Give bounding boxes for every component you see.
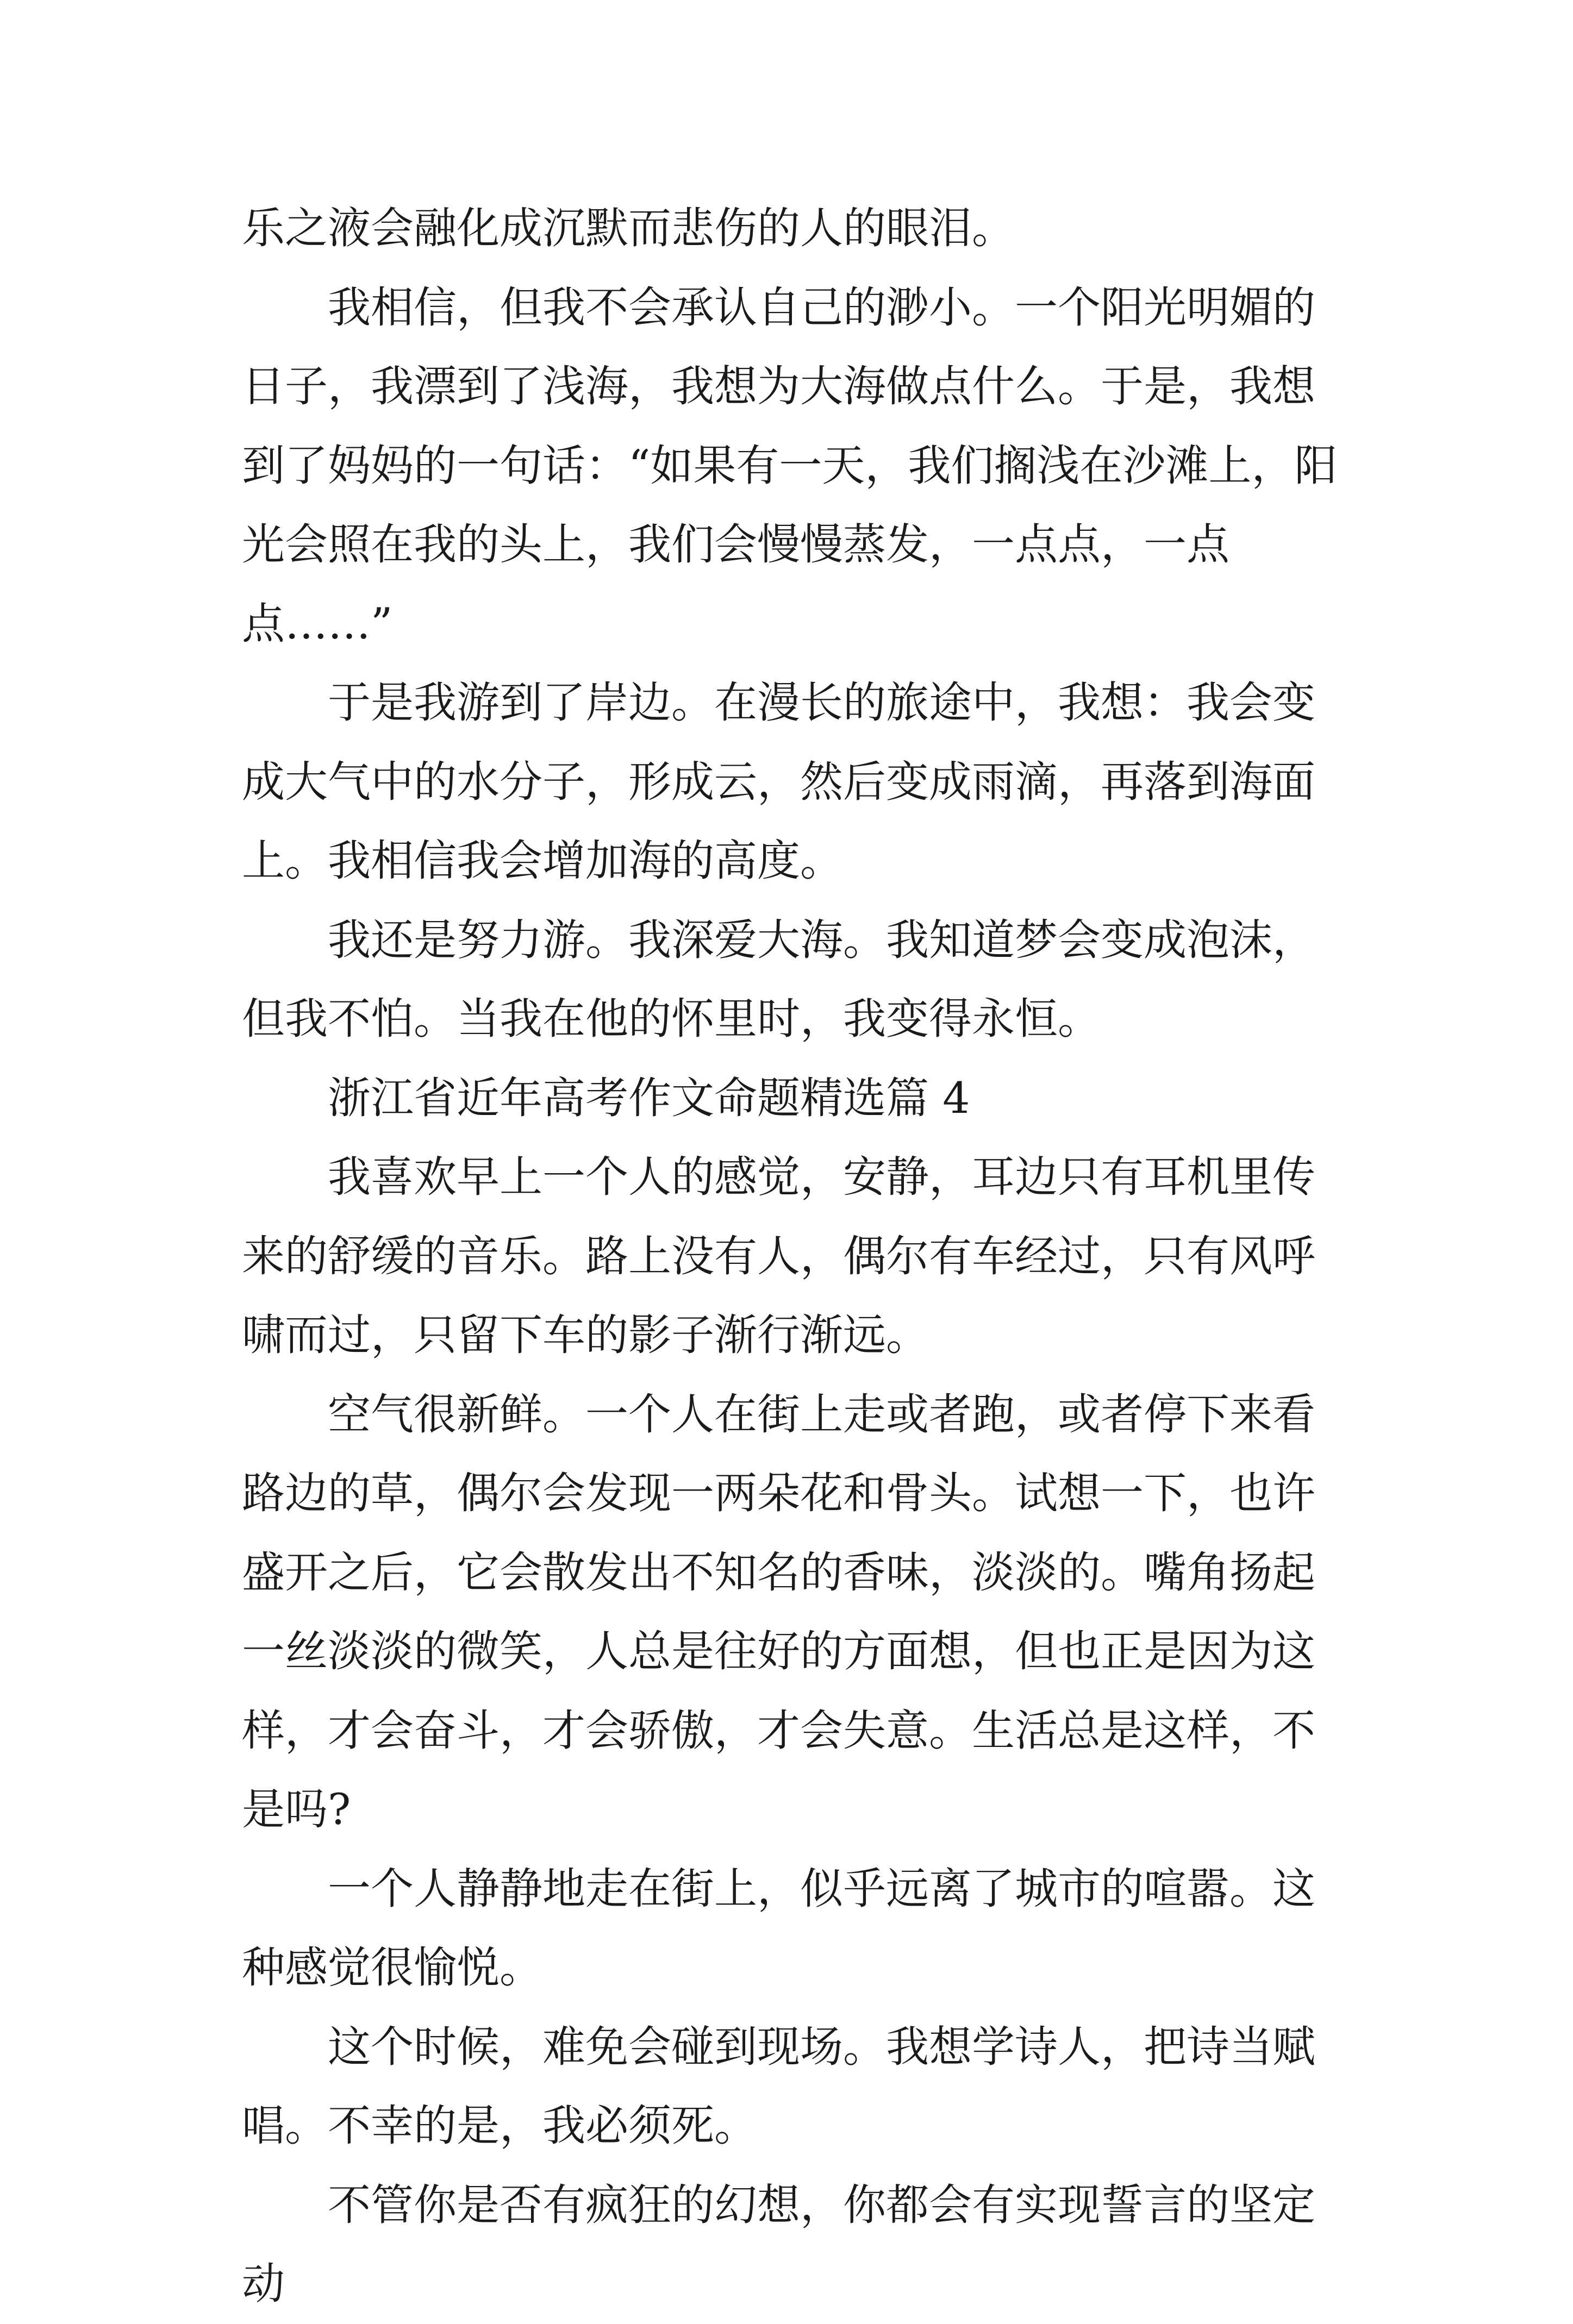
paragraph: 我相信，但我不会承认自己的渺小。一个阳光明媚的日子，我漂到了浅海，我想为大海做点什么。于是，我想到了妈妈的一句话：“如果有一天，我们搁浅在沙滩上，阳光会照在我的头上，我们会慢慢蒸发，一点点，一点点……”: [242, 282, 1338, 649]
paragraph: 于是我游到了岸边。在漫长的旅途中，我想：我会变成大气中的水分子，形成云，然后变成雨滴，再落到海面上。我相信我会增加海的高度。: [242, 678, 1315, 886]
paragraph: 一个人静静地走在街上，似乎远离了城市的喧嚣。这种感觉很愉悦。: [242, 1863, 1315, 1993]
paragraph: 这个时候，难免会碰到现场。我想学诗人，把诗当赋唱。不幸的是，我必须死。: [242, 2021, 1315, 2151]
paragraph: 乐之液会融化成沉默而悲伤的人的眼泪。: [242, 203, 1015, 253]
document-body: [242, 189, 1345, 2324]
paragraph: 不管你是否有疯狂的幻想，你都会有实现誓言的坚定动: [242, 2179, 1315, 2309]
paragraph: 我还是努力游。我深爱大海。我知道梦会变成泡沫，但我不怕。当我在他的怀里时，我变得永恒。: [242, 914, 1315, 1044]
section-heading: 浙江省近年高考作文命题精选篇 4: [328, 1073, 970, 1123]
paragraph: 我喜欢早上一个人的感觉，安静，耳边只有耳机里传来的舒缓的音乐。路上没有人，偶尔有车经过，只有风呼啸而过，只留下车的影子渐行渐远。: [242, 1152, 1315, 1360]
paragraph: 空气很新鲜。一个人在街上走或者跑，或者停下来看路边的草，偶尔会发现一两朵花和骨头。试想一下，也许盛开之后，它会散发出不知名的香味，淡淡的。嘴角扬起一丝淡淡的微笑，人总是往好的方面想，但也正是因为这样，才会奋斗，才会骄傲，才会失意。生活总是这样，不是吗?: [242, 1389, 1315, 1834]
